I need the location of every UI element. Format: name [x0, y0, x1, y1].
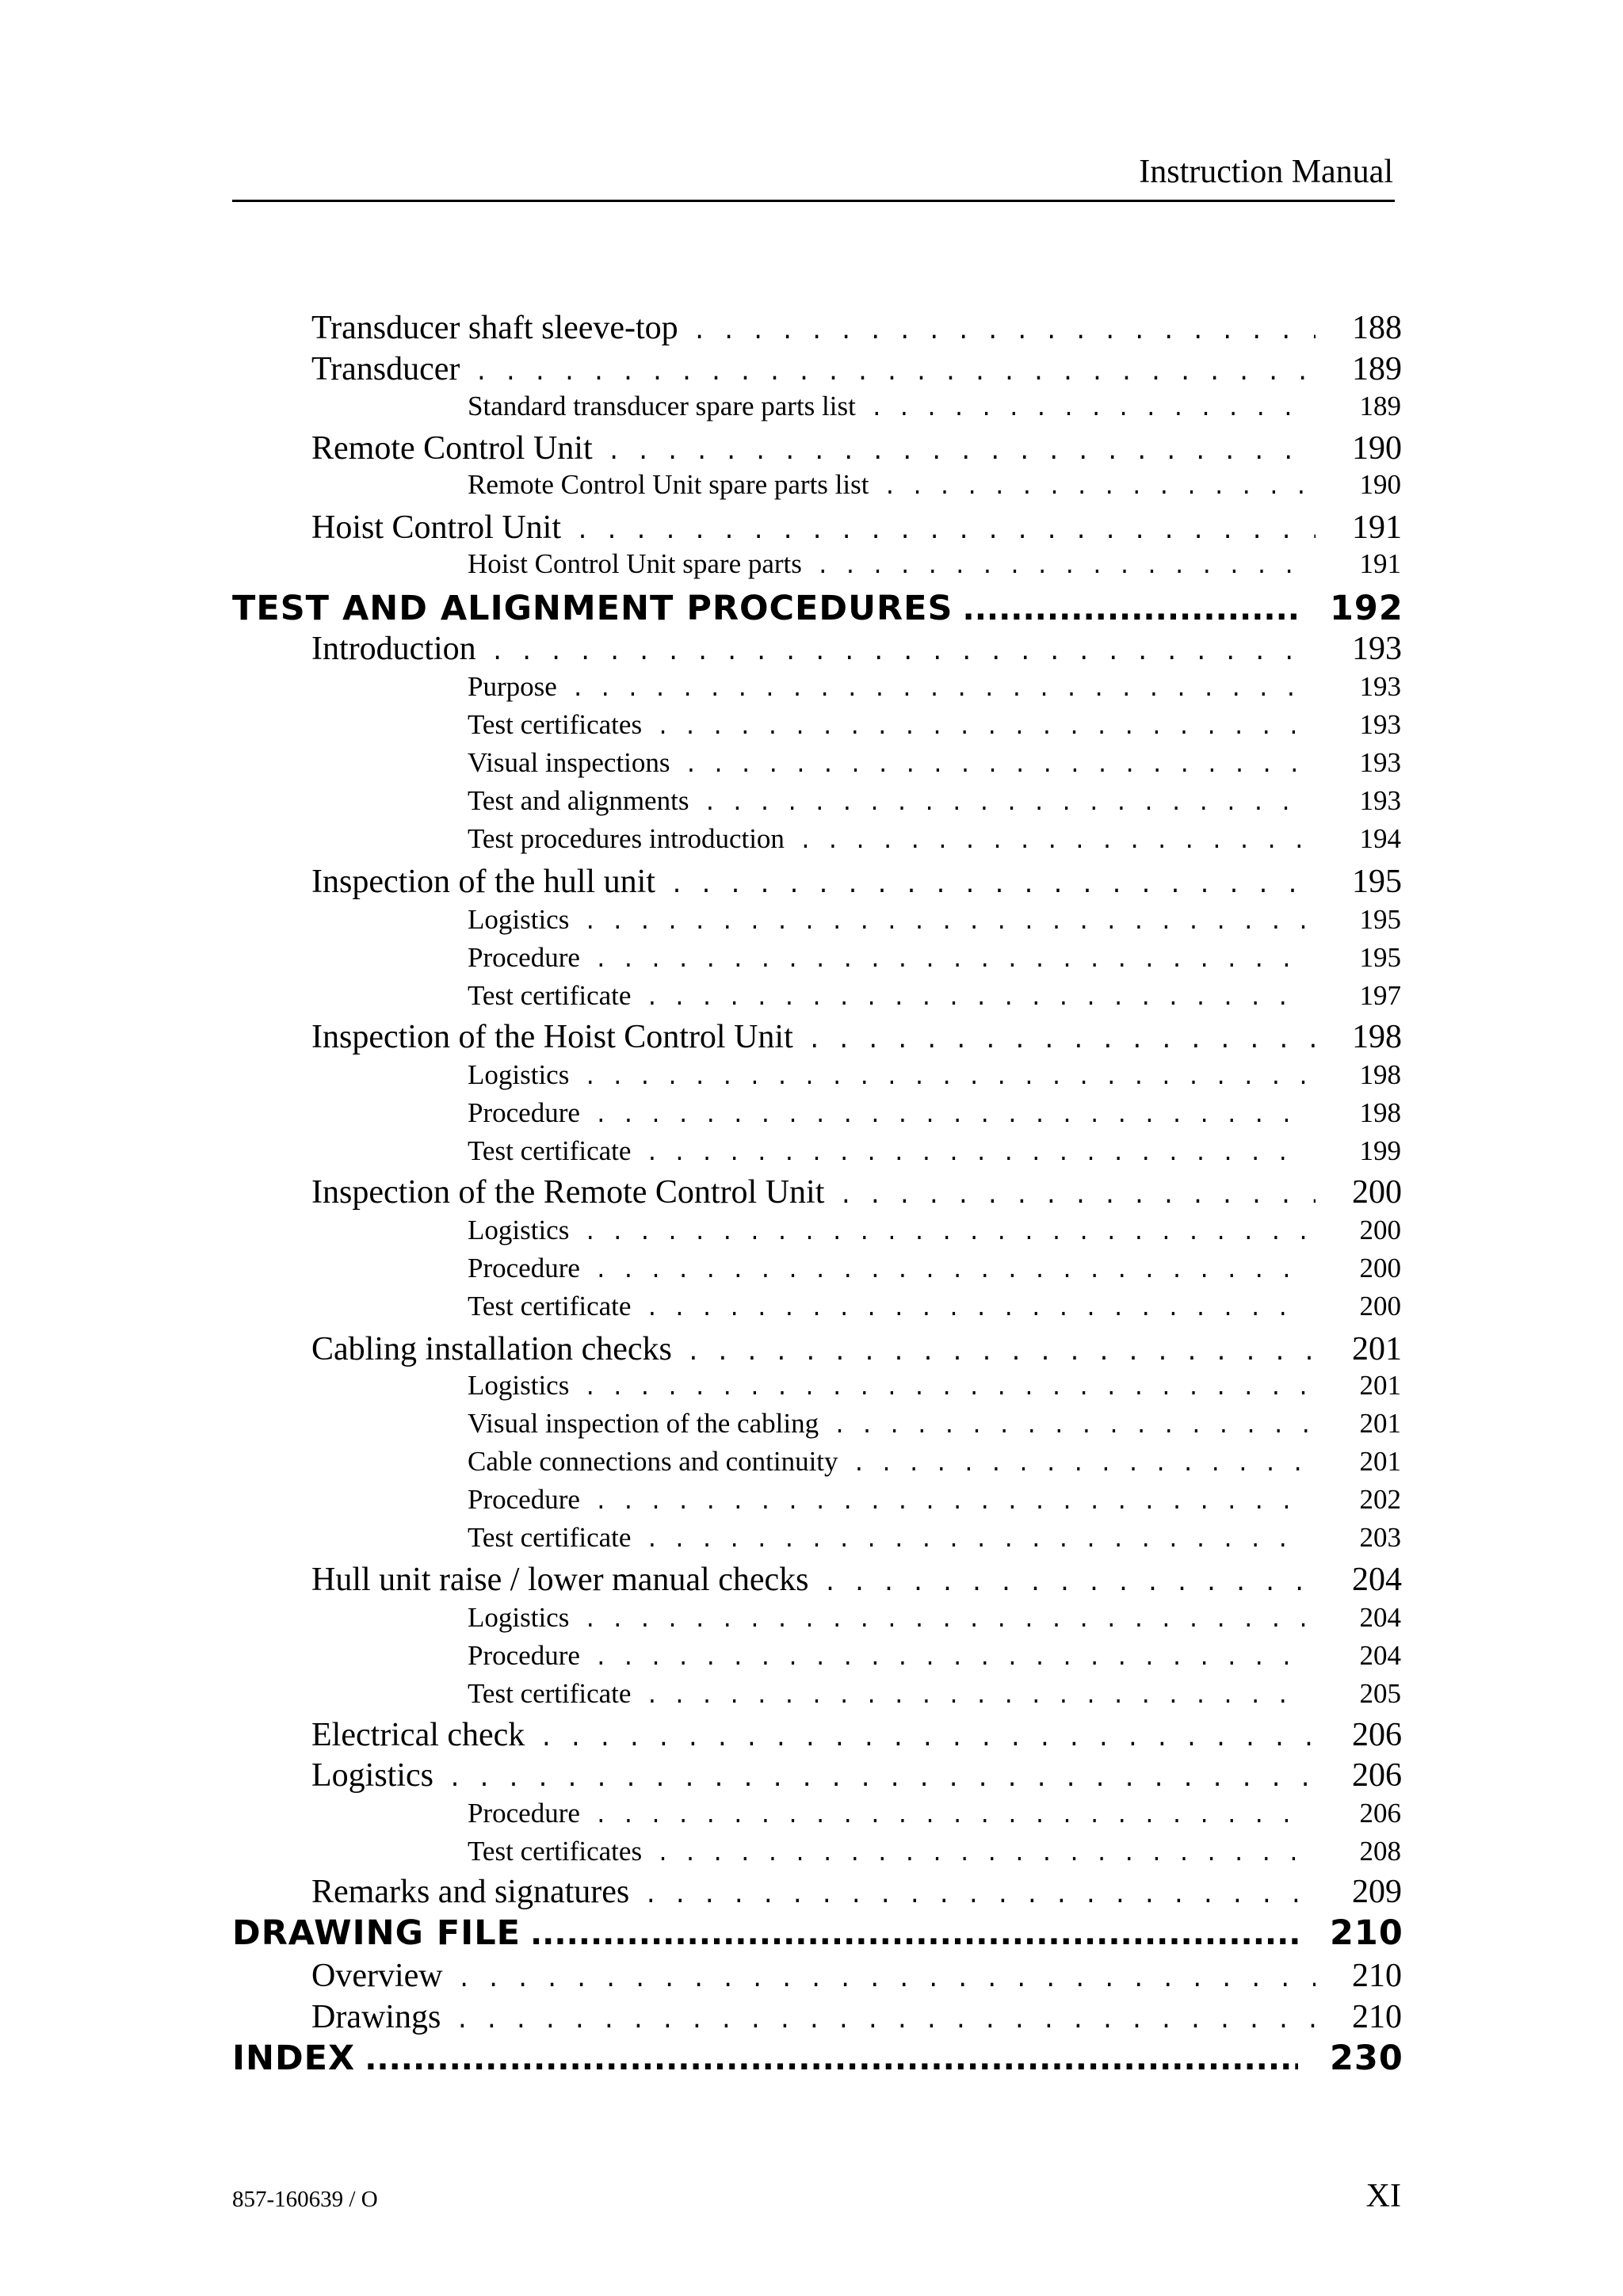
toc-entry-page: 201 — [1359, 1370, 1401, 1401]
toc-section-entry[interactable] — [311, 509, 1401, 547]
toc-entry-page: 188 — [1352, 310, 1402, 346]
toc-entry-page: 200 — [1359, 1253, 1401, 1283]
toc-section-entry[interactable] — [311, 429, 1401, 467]
toc-entry-page: 191 — [1359, 548, 1401, 579]
toc-entry-page: 201 — [1359, 1408, 1401, 1439]
running-header-title: Instruction Manual — [1139, 154, 1393, 190]
toc-section-entry[interactable] — [311, 630, 1401, 668]
toc-section-entry[interactable] — [311, 1173, 1401, 1211]
dot-leader — [491, 640, 1316, 667]
toc-entry-title: Transducer — [311, 351, 460, 387]
toc-entry-title: Transducer shaft sleeve-top — [311, 310, 678, 346]
toc-entry-page: 192 — [1330, 589, 1403, 628]
toc-subsection-entry[interactable] — [468, 548, 1401, 580]
toc-entry-title: Remote Control Unit — [311, 430, 593, 467]
toc-entry-title: Remote Control Unit spare parts list — [468, 469, 869, 500]
toc-entry-title: DRAWING FILE — [232, 1913, 521, 1953]
dot-leader — [645, 1529, 1308, 1554]
toc-subsection-entry[interactable] — [468, 1097, 1401, 1129]
toc-entry-title: Visual inspections — [468, 747, 670, 778]
toc-entry-title: Visual inspection of the cabling — [468, 1408, 819, 1439]
toc-entry-title: Inspection of the Remote Control Unit — [311, 1174, 825, 1211]
toc-section-entry[interactable] — [311, 309, 1401, 347]
dot-leader — [853, 1453, 1308, 1478]
dot-leader — [823, 1571, 1316, 1598]
toc-entry-page: 204 — [1352, 1562, 1402, 1598]
dot-leader — [583, 1066, 1308, 1091]
toc-entry-page: 200 — [1359, 1291, 1401, 1322]
toc-entry-title: Electrical check — [311, 1717, 525, 1753]
dot-leader — [838, 1184, 1316, 1211]
toc-subsection-entry[interactable] — [468, 1408, 1401, 1440]
dot-leader — [583, 911, 1308, 936]
dot-leader — [583, 1222, 1308, 1246]
dot-leader — [575, 519, 1316, 546]
toc-subsection-entry[interactable] — [468, 1522, 1401, 1554]
toc-subsection-entry[interactable] — [468, 904, 1401, 936]
dot-leader — [594, 1104, 1308, 1129]
dot-leader — [883, 476, 1308, 501]
toc-entry-page: 199 — [1359, 1135, 1401, 1166]
toc-entry-page: 195 — [1352, 864, 1402, 900]
dot-leader — [594, 1260, 1308, 1284]
dot-leader — [963, 591, 1299, 627]
toc-entry-title: Test procedures introduction — [468, 823, 785, 854]
toc-entry-title: Test certificates — [468, 709, 643, 740]
toc-entry-title: Purpose — [468, 671, 557, 702]
dot-leader — [645, 1685, 1308, 1710]
dot-leader — [656, 716, 1308, 741]
dot-leader — [816, 555, 1308, 580]
toc-entry-title: Drawings — [311, 1999, 441, 2035]
toc-entry-title: Procedure — [468, 1484, 580, 1515]
dot-leader — [457, 1967, 1316, 1994]
toc-entry-page: 210 — [1330, 1913, 1403, 1953]
toc-entry-page: 201 — [1352, 1331, 1402, 1367]
toc-entry-title: TEST AND ALIGNMENT PROCEDURES — [232, 589, 953, 628]
toc-entry-page: 193 — [1359, 785, 1401, 816]
toc-entry-page: 193 — [1352, 631, 1402, 667]
dot-leader — [455, 2008, 1316, 2035]
toc-entry-page: 208 — [1359, 1836, 1401, 1867]
toc-subsection-entry[interactable] — [468, 1484, 1401, 1516]
dot-leader — [693, 319, 1316, 346]
toc-entry-page: 203 — [1359, 1522, 1401, 1553]
toc-section-entry[interactable] — [311, 1716, 1401, 1754]
toc-subsection-entry[interactable] — [468, 1370, 1401, 1402]
toc-entry-page: 204 — [1359, 1602, 1401, 1633]
toc-entry-page: 195 — [1359, 904, 1401, 935]
toc-entry-page: 194 — [1359, 823, 1401, 854]
toc-entry-page: 209 — [1352, 1874, 1402, 1910]
toc-entry-title: Hoist Control Unit — [311, 509, 562, 546]
toc-section-entry[interactable] — [311, 1957, 1401, 1995]
toc-entry-page: 200 — [1352, 1174, 1402, 1211]
toc-entry-page: 206 — [1359, 1798, 1401, 1829]
toc-section-entry[interactable] — [311, 1756, 1401, 1794]
dot-leader — [607, 440, 1316, 467]
dot-leader — [594, 949, 1308, 974]
toc-entry-page: 210 — [1352, 1999, 1402, 2035]
toc-subsection-entry[interactable] — [468, 942, 1401, 974]
toc-subsection-entry[interactable] — [468, 1798, 1401, 1829]
toc-section-entry[interactable] — [311, 863, 1401, 901]
toc-entry-title: Introduction — [311, 631, 476, 667]
dot-leader — [685, 754, 1308, 779]
dot-leader — [594, 1491, 1308, 1516]
toc-section-entry[interactable] — [311, 1018, 1401, 1056]
dot-leader — [645, 1298, 1308, 1322]
toc-section-entry[interactable] — [311, 1561, 1401, 1599]
dot-leader — [656, 1843, 1308, 1867]
dot-leader — [448, 1767, 1316, 1794]
toc-entry-title: Logistics — [468, 1370, 570, 1401]
dot-leader — [571, 678, 1308, 703]
toc-entry-page: 189 — [1359, 391, 1401, 421]
toc-subsection-entry[interactable] — [468, 391, 1401, 422]
toc-entry-title: Logistics — [311, 1757, 433, 1794]
toc-entry-title: Logistics — [468, 1059, 570, 1090]
toc-entry-page: 198 — [1352, 1019, 1402, 1055]
toc-subsection-entry[interactable] — [468, 1253, 1401, 1284]
toc-subsection-entry[interactable] — [468, 469, 1401, 501]
toc-entry-title: Inspection of the Hoist Control Unit — [311, 1019, 793, 1055]
toc-entry-page: 193 — [1359, 747, 1401, 778]
dot-leader — [365, 2041, 1298, 2077]
toc-chapter-entry[interactable] — [232, 1913, 1401, 1953]
toc-entry-title: Procedure — [468, 942, 580, 973]
toc-entry-page: 189 — [1352, 351, 1402, 387]
toc-entry-title: Procedure — [468, 1097, 580, 1128]
toc-entry-title: Test certificate — [468, 1678, 632, 1709]
toc-entry-page: 198 — [1359, 1097, 1401, 1128]
toc-entry-title: Test and alignments — [468, 785, 689, 816]
toc-entry-title: INDEX — [232, 2039, 356, 2078]
toc-subsection-entry[interactable] — [468, 671, 1401, 703]
toc-subsection-entry[interactable] — [468, 709, 1401, 741]
toc-chapter-entry[interactable] — [232, 589, 1401, 628]
dot-leader — [833, 1415, 1308, 1440]
toc-entry-page: 205 — [1359, 1678, 1401, 1709]
toc-entry-title: Test certificates — [468, 1836, 643, 1867]
toc-subsection-entry[interactable] — [468, 980, 1401, 1012]
toc-entry-page: 204 — [1359, 1640, 1401, 1671]
toc-entry-title: Logistics — [468, 904, 570, 935]
toc-entry-page: 206 — [1352, 1757, 1402, 1794]
toc-entry-page: 230 — [1330, 2039, 1403, 2078]
toc-section-entry[interactable] — [311, 350, 1401, 388]
dot-leader — [808, 1028, 1316, 1055]
toc-subsection-entry[interactable] — [468, 1059, 1401, 1091]
toc-subsection-entry[interactable] — [468, 1215, 1401, 1246]
dot-leader — [645, 987, 1308, 1012]
toc-entry-title: Test certificate — [468, 1135, 632, 1166]
toc-subsection-entry[interactable] — [468, 1678, 1401, 1710]
toc-entry-page: 210 — [1352, 1958, 1402, 1994]
page-number: XI — [1365, 2178, 1401, 2214]
toc-subsection-entry[interactable] — [468, 823, 1401, 855]
toc-entry-title: Procedure — [468, 1253, 580, 1283]
toc-section-entry[interactable] — [311, 1998, 1401, 2036]
document-number: 857-160639 / O — [232, 2187, 378, 2212]
toc-entry-title: Remarks and signatures — [311, 1874, 630, 1910]
dot-leader — [530, 1916, 1298, 1952]
toc-subsection-entry[interactable] — [468, 1836, 1401, 1867]
toc-entry-title: Cable connections and continuity — [468, 1446, 838, 1477]
toc-entry-title: Logistics — [468, 1215, 570, 1245]
toc-subsection-entry[interactable] — [468, 1446, 1401, 1478]
dot-leader — [645, 1142, 1308, 1167]
toc-subsection-entry[interactable] — [468, 1291, 1401, 1322]
toc-entry-page: 190 — [1359, 469, 1401, 500]
toc-entry-title: Procedure — [468, 1798, 580, 1829]
toc-entry-title: Logistics — [468, 1602, 570, 1633]
toc-entry-title: Overview — [311, 1958, 443, 1994]
toc-entry-page: 191 — [1352, 509, 1402, 546]
toc-entry-title: Test certificate — [468, 1522, 632, 1553]
toc-section-entry[interactable] — [311, 1330, 1401, 1368]
toc-entry-title: Hull unit raise / lower manual checks — [311, 1562, 809, 1598]
toc-subsection-entry[interactable] — [468, 1602, 1401, 1634]
toc-entry-title: Test certificate — [468, 980, 632, 1011]
dot-leader — [583, 1609, 1308, 1634]
dot-leader — [870, 398, 1308, 422]
toc-entry-title: Standard transducer spare parts list — [468, 391, 856, 421]
toc-entry-page: 193 — [1359, 671, 1401, 702]
toc-section-entry[interactable] — [311, 1873, 1401, 1911]
toc-entry-page: 206 — [1352, 1717, 1402, 1753]
toc-entry-page: 193 — [1359, 709, 1401, 740]
toc-subsection-entry[interactable] — [468, 1135, 1401, 1167]
toc-entry-page: 190 — [1352, 430, 1402, 467]
toc-entry-title: Cabling installation checks — [311, 1331, 672, 1367]
dot-leader — [643, 1883, 1316, 1910]
dot-leader — [594, 1805, 1308, 1829]
toc-subsection-entry[interactable] — [468, 1640, 1401, 1672]
toc-entry-page: 195 — [1359, 942, 1401, 973]
toc-entry-title: Inspection of the hull unit — [311, 864, 655, 900]
toc-entry-page: 201 — [1359, 1446, 1401, 1477]
toc-entry-title: Hoist Control Unit spare parts — [468, 548, 802, 579]
dot-leader — [686, 1341, 1316, 1367]
toc-subsection-entry[interactable] — [468, 747, 1401, 779]
dot-leader — [474, 360, 1316, 387]
toc-entry-title: Test certificate — [468, 1291, 632, 1322]
toc-chapter-entry[interactable] — [232, 2039, 1401, 2078]
dot-leader — [799, 830, 1308, 855]
dot-leader — [594, 1647, 1308, 1672]
dot-leader — [670, 873, 1316, 900]
dot-leader — [703, 792, 1308, 817]
toc-entry-page: 200 — [1359, 1215, 1401, 1245]
toc-entry-page: 202 — [1359, 1484, 1401, 1515]
toc-entry-title: Procedure — [468, 1640, 580, 1671]
toc-subsection-entry[interactable] — [468, 785, 1401, 817]
toc-entry-page: 198 — [1359, 1059, 1401, 1090]
dot-leader — [539, 1726, 1316, 1753]
toc-entry-page: 197 — [1359, 980, 1401, 1011]
dot-leader — [583, 1377, 1308, 1402]
